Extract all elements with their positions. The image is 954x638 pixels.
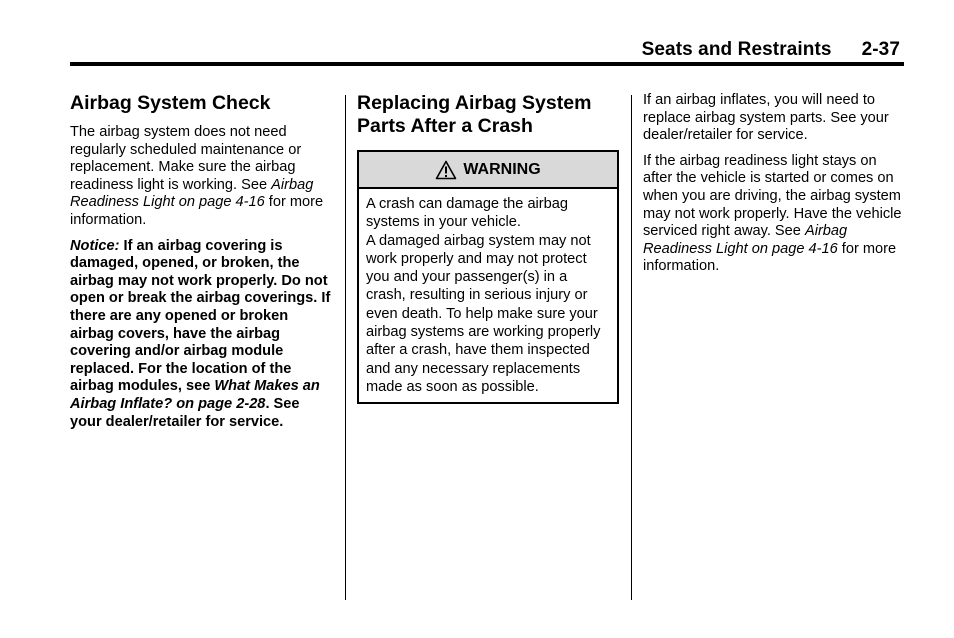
page-header — [560, 38, 900, 62]
column-3 — [643, 92, 905, 284]
warning-triangle-icon — [435, 160, 457, 180]
paragraph-maintenance: The airbag system does not need regularly scheduled maintenance or replacement. Make sure the airbag readiness light is working. See Airbag Readiness Light on page 4-16 for more information. — [70, 124, 324, 228]
column-1 — [70, 92, 332, 439]
warning-label: WARNING — [463, 160, 541, 178]
section-heading-replacing-parts: Replacing Airbag System Parts After a Crash — [357, 92, 592, 137]
paragraph-inflates: If an airbag inflates, you will need to replace airbag system parts. See your dealer/retailer for service. — [643, 92, 889, 144]
warning-header — [359, 152, 617, 189]
cross-reference-link[interactable]: Airbag Readiness Light on page 4-16 — [70, 176, 314, 211]
notice-label: Notice: — [70, 237, 120, 254]
cross-reference-link[interactable]: What Makes an Airbag Inflate? on page 2-28 — [70, 378, 320, 412]
cross-reference-link[interactable]: Airbag Readiness Light on page 4-16 — [643, 223, 848, 257]
column-2 — [357, 92, 619, 404]
header-rule — [70, 62, 904, 66]
warning-box — [357, 150, 619, 404]
warning-text-2: A damaged airbag system may not work properly and may not protect you and your passenger(s) in a crash, resulting in serious injury or even death. To help make sure your airbag systems are working properly after a crash, have them inspected and any necessary replacements made as soon as possible. — [366, 232, 601, 395]
warning-text-1: A crash can damage the airbag systems in your vehicle. — [366, 196, 569, 231]
warning-body — [359, 189, 617, 402]
section-heading-airbag-check: Airbag System Check — [70, 92, 271, 114]
paragraph-readiness-light: If the airbag readiness light stays on after the vehicle is started or comes on when you are driving, the airbag system may not work properly. Have the vehicle serviced right away. See Airbag Readiness Light on page 4-16 for more information. — [643, 152, 902, 275]
column-divider-2 — [631, 95, 632, 600]
column-divider-1 — [345, 95, 346, 600]
section-title: Seats and Restraints — [641, 39, 832, 60]
notice-paragraph: Notice: If an airbag covering is damaged, opened, or broken, the airbag may not work properly. Do not open or break the airbag coverings. If there are any opened or broken airbag covers, have the airbag covering and/or airbag module replaced. For the location of the airbag modules, see What Makes an Airbag Inflate? on page 2-28. See your dealer/retailer for service. — [70, 237, 331, 430]
page-number: 2-37 — [861, 39, 900, 60]
